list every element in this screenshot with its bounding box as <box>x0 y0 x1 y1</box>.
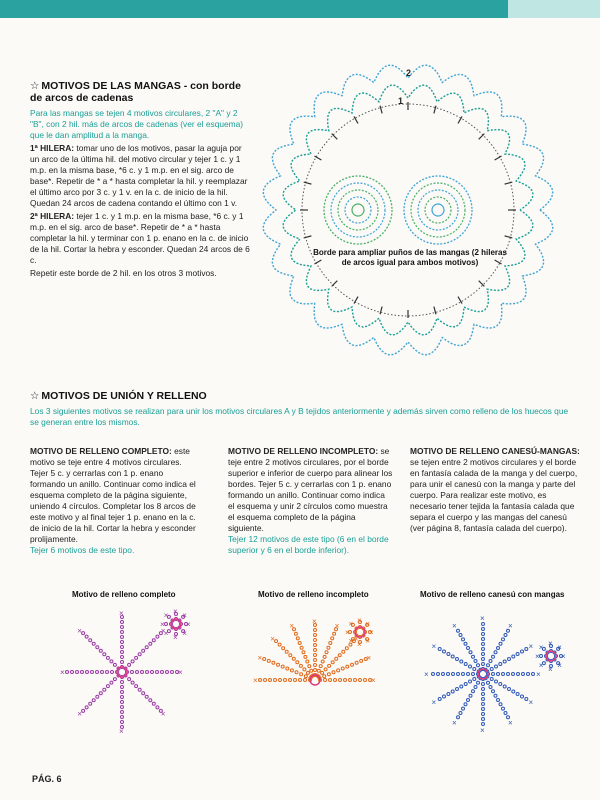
motif-complete-diagram <box>60 600 210 750</box>
row1-text: tomar uno de los motivos, pasar la aguja por un arco de la última hil. del motivo circular y tejer 1 c. y 1 m.p. en la misma base, *6 c. y 1 m.p. en el sig. arco de base*. Repetir de * a * hasta completar la hil. y reemplazar el último arco por 3 c. y 1 v. en la c. de inicio de la hil. Quedan 24 arcos de cadena contando el último con 1 v. <box>30 143 248 208</box>
inner-stitch-ring <box>300 102 516 318</box>
svg-text:×: × <box>253 676 258 685</box>
motif-complete-title: Motivo de relleno completo <box>72 590 176 599</box>
svg-text:×: × <box>345 628 350 637</box>
star-icon: ☆ <box>30 80 40 92</box>
svg-text:×: × <box>257 653 263 663</box>
svg-text:×: × <box>538 642 544 652</box>
svg-text:×: × <box>557 661 562 671</box>
svg-text:×: × <box>366 653 372 663</box>
svg-text:×: × <box>548 665 553 674</box>
motif-incomplete-title: Motivo de relleno incompleto <box>258 590 369 599</box>
motif-complete-column <box>30 446 200 556</box>
page-number: PÁG. 6 <box>32 774 62 784</box>
row2-paragraph <box>30 211 250 266</box>
svg-text:×: × <box>160 620 165 629</box>
motif-canesu-stitches <box>424 614 541 735</box>
col3-label: MOTIVO DE RELLENO CANESÚ-MANGAS: <box>410 446 580 456</box>
svg-text:×: × <box>357 616 362 625</box>
top-band-notch <box>508 0 600 18</box>
diagram-caption: Borde para ampliar puños de las mangas (2 hileras de arcos igual para ambos motivos) <box>313 248 507 267</box>
svg-text:×: × <box>365 636 371 646</box>
col1-label: MOTIVO DE RELLENO COMPLETO: <box>30 446 172 456</box>
section-title-text: MOTIVOS DE LAS MANGAS - con borde de arcos de cadenas <box>30 80 241 104</box>
svg-text:×: × <box>431 698 437 707</box>
col2-label: MOTIVO DE RELLENO INCOMPLETO: <box>228 446 379 456</box>
section-sleeve-motifs <box>30 80 250 279</box>
svg-text:×: × <box>431 642 437 651</box>
svg-text:×: × <box>312 617 317 626</box>
middle-scallop-ring <box>283 85 533 335</box>
motif-complete-small-star <box>160 607 191 642</box>
motif-incomplete-column <box>228 446 393 556</box>
svg-text:×: × <box>357 640 362 649</box>
svg-text:×: × <box>160 709 166 719</box>
svg-text:×: × <box>424 670 429 679</box>
motif-canesu-column <box>410 446 580 534</box>
col3-text: se tejen entre 2 motivos circulares y el borde en fantasía calada de la manga y del cuerpo, para unir el canesú con la manga y parte del cuerpo. Para realizar este motivo, es necesario tener tejida la fantasía calada que separa el cuerpo y las mangas del canesú (ver página 8, fantasía calada del cuerpo). <box>410 457 578 533</box>
row-label-1: 1 <box>398 96 404 106</box>
row1-label: 1ª HILERA: <box>30 143 75 153</box>
svg-text:×: × <box>528 698 534 707</box>
svg-text:×: × <box>173 633 178 642</box>
row2-text: tejer 1 c. y 1 m.p. en la misma base, *6 c. y 1 m.p. en el sig. arco de base*. Repetir de * a * hasta completar la hil. y terminar con 1 p. enano en la c. de inicio de la hil. Cortar la hebra y esconder. Quedan 24 arcos de 6 c. <box>30 211 250 265</box>
motif-canesu-title: Motivo de relleno canesú con mangas <box>420 590 565 599</box>
section2-title <box>30 390 575 402</box>
svg-text:×: × <box>452 621 457 631</box>
motif-incomplete-small-star <box>345 616 374 649</box>
svg-text:×: × <box>353 634 359 644</box>
svg-text:×: × <box>182 610 187 620</box>
svg-text:×: × <box>508 718 513 728</box>
motif-canesu-diagram <box>425 598 575 748</box>
svg-text:×: × <box>119 727 124 736</box>
svg-text:×: × <box>348 636 354 646</box>
section-intro: Para las mangas se tejen 4 motivos circulares, 2 "A" y 2 "B", con 2 hil. más de arcos de cadenas (ver el esquema) que le dan amplitud a la manga. <box>30 108 244 140</box>
col1-note: Tejer 6 motivos de este tipo. <box>30 545 135 555</box>
svg-text:×: × <box>348 619 354 629</box>
svg-text:×: × <box>369 628 374 637</box>
star-icon: ☆ <box>30 390 40 402</box>
repeat-note: Repetir este borde de 2 hil. en los otros 3 motivos. <box>30 268 217 278</box>
svg-text:×: × <box>528 642 534 651</box>
col1-text: este motivo se teje entre 4 motivos circulares. Tejer 5 c. y cerrarlas con 1 p. enano formando un anillo. Continuar como indica el esquema completo de la página siguiente, uniendo 4 círculos. Completar los 8 arcos de este motivo y al final tejer 1 p. enano en la c. de inicio de la hil. Cortar la hebra y esconder prolijamente. <box>30 446 196 544</box>
section2-intro: Los 3 siguientes motivos se realizan para unir los motivos circulares A y B tejidos anteriormente y además sirven como relleno de los huecos que se generan entre los mismos. <box>30 406 569 427</box>
svg-text:×: × <box>270 634 275 644</box>
svg-text:×: × <box>173 607 178 616</box>
svg-text:×: × <box>182 629 187 639</box>
motif-a-circle <box>324 176 392 244</box>
svg-text:×: × <box>452 718 457 728</box>
motif-b-circle <box>404 176 472 244</box>
svg-text:×: × <box>480 726 485 735</box>
svg-text:×: × <box>60 668 65 677</box>
svg-text:×: × <box>536 670 541 679</box>
col2-text: se teje entre 2 motivos circulares, por el borde superior e inferior de cuerpo para alinear los bordes. Tejer 5 c. y cerrarlas con 1 p. enano formando un anillo. Continuar como indica el esquema y unir 2 círculos como muestra el esquema completo de la página siguiente. <box>228 446 393 533</box>
section2-title-text: MOTIVOS DE UNIÓN Y RELLENO <box>41 390 207 402</box>
svg-text:×: × <box>77 626 82 636</box>
svg-text:×: × <box>371 676 376 685</box>
svg-text:×: × <box>548 639 553 648</box>
svg-text:×: × <box>163 629 169 639</box>
svg-text:×: × <box>119 609 124 618</box>
svg-text:×: × <box>77 709 82 719</box>
svg-text:×: × <box>334 621 340 631</box>
svg-text:×: × <box>186 620 191 629</box>
svg-text:×: × <box>289 621 295 631</box>
svg-text:×: × <box>557 642 562 652</box>
svg-text:×: × <box>365 619 371 629</box>
svg-text:×: × <box>160 626 166 636</box>
svg-text:×: × <box>535 652 540 661</box>
svg-text:×: × <box>561 652 566 661</box>
section-joining-motifs <box>30 390 575 428</box>
svg-text:×: × <box>508 621 513 631</box>
row1-paragraph <box>30 143 250 209</box>
section-title <box>30 80 250 104</box>
svg-text:×: × <box>480 614 485 623</box>
svg-text:×: × <box>163 610 169 620</box>
sleeve-border-diagram <box>258 60 588 380</box>
top-color-band <box>0 0 600 18</box>
svg-text:×: × <box>178 668 183 677</box>
col2-note: Tejer 12 motivos de este tipo (6 en el borde superior y 6 en el borde inferior). <box>228 534 389 555</box>
row2-label: 2ª HILERA: <box>30 211 75 221</box>
motif-incomplete-diagram <box>235 600 395 720</box>
row-label-2: 2 <box>406 68 412 78</box>
motif-canesu-small-star <box>535 639 566 674</box>
svg-text:×: × <box>538 661 544 671</box>
